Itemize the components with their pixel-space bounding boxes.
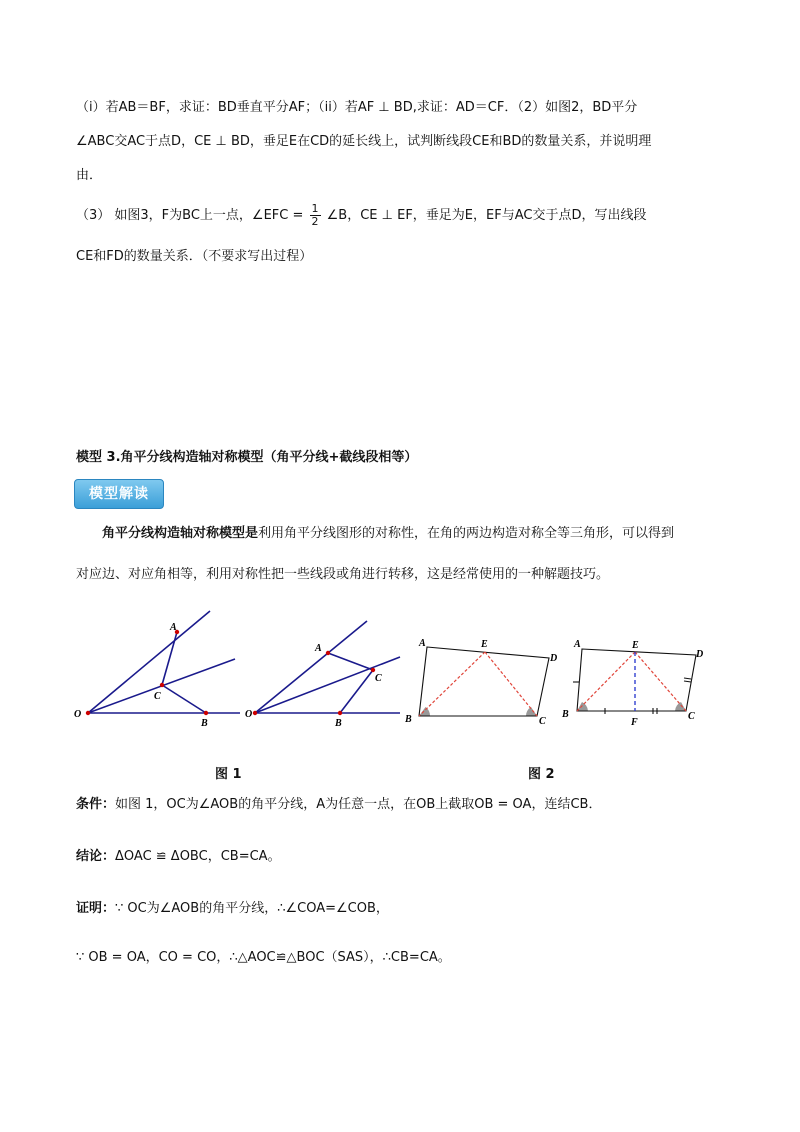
fraction bbox=[310, 203, 321, 228]
label-d: D bbox=[696, 649, 704, 660]
quadrilateral-abcd bbox=[419, 647, 549, 716]
intro-line-2: 对应边、对应角相等，利用对称性把一些线段或角进行转移，这是经常使用的一种解题技巧。 bbox=[76, 567, 610, 582]
point-o bbox=[253, 711, 257, 715]
problem-line-3: 由． bbox=[76, 168, 103, 183]
figure-1-right bbox=[245, 615, 405, 730]
label-e: E bbox=[632, 640, 639, 651]
fraction-numerator: 1 bbox=[311, 202, 319, 215]
condition-line bbox=[76, 793, 601, 812]
proof-line-2: ∵ OB = OA，CO = CO，∴△AOC≌△BOC（SAS），∴CB=CA。 bbox=[76, 950, 451, 965]
point-b bbox=[338, 711, 342, 715]
condition-label: 条件： bbox=[76, 797, 116, 812]
point-o bbox=[86, 711, 90, 715]
intro-paragraph bbox=[76, 520, 734, 548]
proof-label: 证明： bbox=[76, 901, 116, 916]
label-e: E bbox=[481, 639, 488, 650]
label-a: A bbox=[419, 638, 426, 649]
figure-2-left bbox=[405, 630, 565, 730]
problem-line-4-part-b: ∠B，CE ⊥ EF，垂足为E，EF与AC交于点D，写出线段 bbox=[326, 208, 647, 223]
segment-eb bbox=[577, 652, 635, 711]
label-c: C bbox=[154, 691, 161, 702]
ray-oa bbox=[88, 611, 210, 713]
label-c: C bbox=[688, 711, 695, 722]
point-c bbox=[160, 683, 164, 687]
proof-text-1: ∵ OC为∠AOB的角平分线，∴∠COA=∠COB， bbox=[115, 901, 389, 916]
ray-oc bbox=[255, 657, 400, 713]
label-b: B bbox=[405, 714, 412, 725]
problem-line-4-part-a: （3） 如图3，F为BC上一点，∠EFC = bbox=[76, 208, 304, 223]
tick-dc-2 bbox=[684, 681, 691, 682]
angle-mark-b bbox=[419, 707, 430, 716]
label-f: F bbox=[631, 717, 638, 728]
problem-line-1: （i）若AB＝BF，求证：BD垂直平分AF；（ii）若AF ⊥ BD,求证：AD＝CF．（2）如图2，BD平分 bbox=[76, 100, 638, 115]
segment-cb bbox=[162, 685, 206, 713]
tick-dc-1 bbox=[684, 678, 691, 679]
figure-1-caption: 图 1 bbox=[215, 767, 242, 782]
label-a: A bbox=[574, 639, 581, 650]
label-b: B bbox=[201, 718, 208, 729]
segment-ec bbox=[635, 652, 686, 711]
problem-line-4 bbox=[76, 203, 646, 228]
segment-ac bbox=[328, 653, 373, 670]
conclusion-label: 结论： bbox=[76, 849, 116, 864]
problem-line-5: CE和FD的数量关系．（不要求写出过程） bbox=[76, 249, 313, 264]
intro-rest: 利用角平分线图形的对称性，在角的两边构造对称全等三角形，可以得到 bbox=[258, 526, 675, 541]
label-b: B bbox=[335, 718, 342, 729]
label-a: A bbox=[170, 622, 177, 633]
segment-eb bbox=[419, 652, 485, 716]
segment-cb bbox=[340, 670, 373, 713]
fraction-denominator: 2 bbox=[311, 215, 319, 228]
label-b: B bbox=[562, 709, 569, 720]
label-o: O bbox=[74, 709, 82, 720]
condition-text: 如图 1，OC为∠AOB的角平分线，A为任意一点，在OB上截取OB = OA，连结CB． bbox=[115, 797, 602, 812]
figure-2-caption: 图 2 bbox=[528, 767, 555, 782]
figure-1-left bbox=[70, 605, 245, 730]
label-d: D bbox=[550, 653, 558, 664]
label-o: O bbox=[245, 709, 253, 720]
proof-line-1 bbox=[76, 897, 389, 916]
point-c bbox=[371, 668, 375, 672]
point-b bbox=[204, 711, 208, 715]
label-c: C bbox=[539, 716, 546, 727]
conclusion-line bbox=[76, 845, 281, 864]
conclusion-text: ΔOAC ≌ ΔOBC，CB=CA。 bbox=[115, 849, 281, 864]
intro-bold: 角平分线构造轴对称模型是 bbox=[102, 526, 259, 541]
point-a bbox=[326, 651, 330, 655]
segment-ec bbox=[485, 652, 537, 716]
problem-line-2: ∠ABC交AC于点D，CE ⊥ BD，垂足E在CD的延长线上，试判断线段CE和BD的数量关系，并说明理 bbox=[76, 134, 652, 149]
section-heading: 模型 3.角平分线构造轴对称模型（角平分线+截线段相等） bbox=[76, 450, 418, 465]
label-c: C bbox=[375, 673, 382, 684]
model-interpretation-badge: 模型解读 bbox=[74, 479, 164, 509]
figure-2-right bbox=[560, 635, 710, 730]
label-a: A bbox=[315, 643, 322, 654]
segment-ac bbox=[162, 632, 177, 685]
